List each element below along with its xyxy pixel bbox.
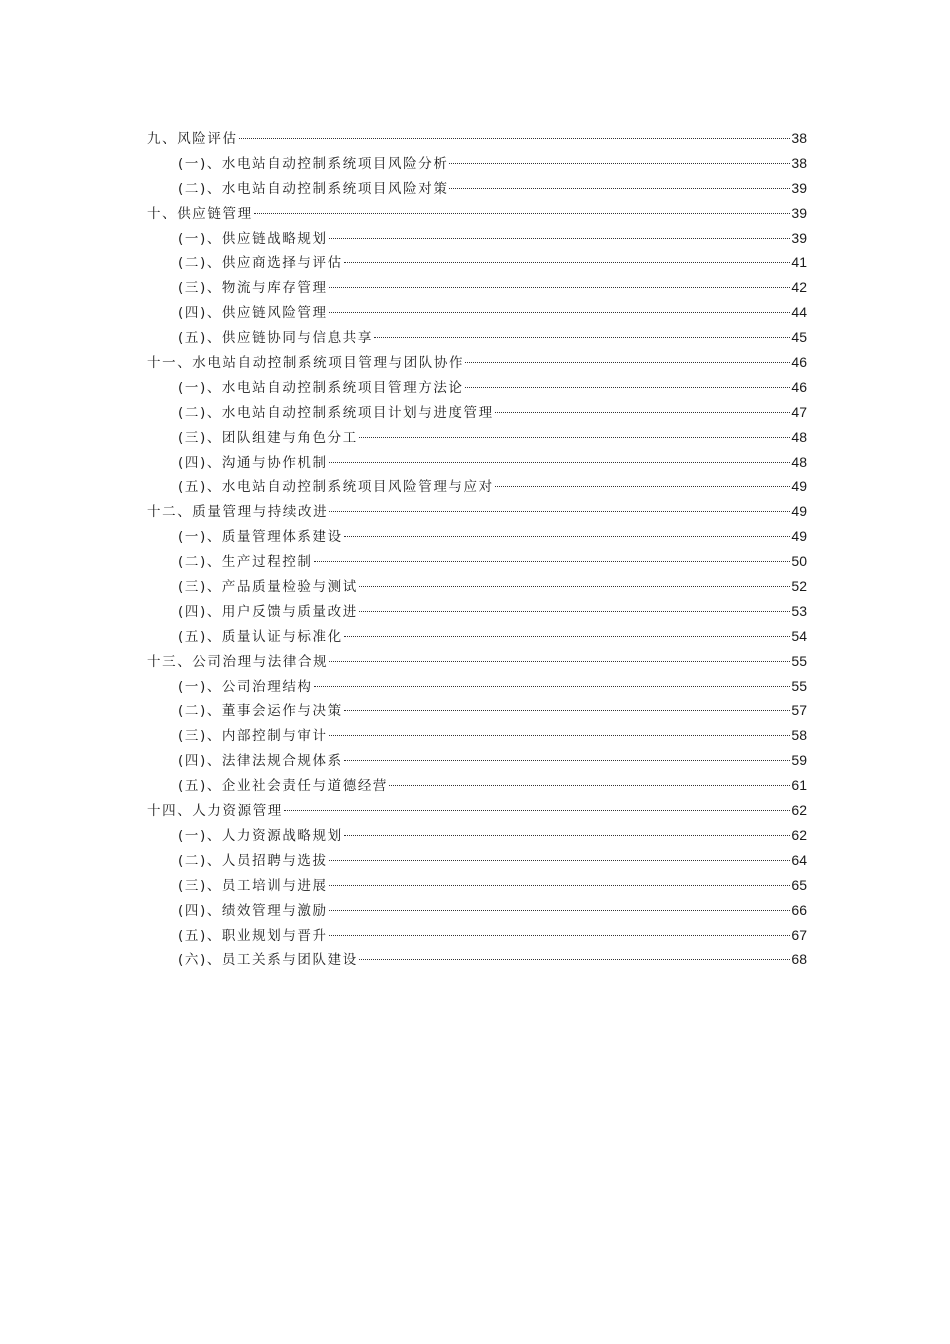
toc-entry-title: (一)、质量管理体系建设: [178, 529, 343, 546]
toc-section-entry[interactable]: [147, 400, 807, 425]
toc-chapter-entry[interactable]: [147, 649, 807, 674]
toc-entry-page-number: 47: [791, 403, 807, 420]
toc-entry-title: (二)、水电站自动控制系统项目计划与进度管理: [178, 404, 494, 421]
toc-section-entry[interactable]: [147, 474, 807, 499]
toc-entry-title: (一)、水电站自动控制系统项目管理方法论: [178, 379, 464, 396]
toc-dot-leader: [359, 437, 791, 438]
toc-section-entry[interactable]: [147, 873, 807, 898]
toc-section-entry[interactable]: [147, 848, 807, 873]
toc-list: [147, 126, 807, 972]
toc-entry-page-number: 55: [791, 652, 807, 669]
toc-dot-leader: [329, 860, 791, 861]
toc-entry-page-number: 65: [791, 876, 807, 893]
toc-entry-page-number: 64: [791, 851, 807, 868]
toc-section-entry[interactable]: [147, 823, 807, 848]
toc-entry-title: (一)、人力资源战略规划: [178, 827, 343, 844]
toc-dot-leader: [344, 835, 791, 836]
toc-entry-title: (四)、法律法规合规体系: [178, 753, 343, 770]
toc-entry-page-number: 39: [791, 204, 807, 221]
toc-entry-page-number: 59: [791, 752, 807, 769]
toc-dot-leader: [329, 511, 790, 512]
toc-dot-leader: [329, 287, 791, 288]
toc-entry-title: (五)、水电站自动控制系统项目风险管理与应对: [178, 479, 494, 496]
toc-entry-page-number: 52: [791, 578, 807, 595]
toc-section-entry[interactable]: [147, 723, 807, 748]
toc-entry-page-number: 46: [791, 354, 807, 371]
toc-chapter-entry[interactable]: [147, 201, 807, 226]
toc-entry-title: 十一、水电站自动控制系统项目管理与团队协作: [147, 355, 465, 372]
toc-entry-page-number: 49: [791, 478, 807, 495]
toc-chapter-entry[interactable]: [147, 350, 807, 375]
toc-entry-page-number: 49: [791, 528, 807, 545]
toc-entry-title: (四)、用户反馈与质量改进: [178, 603, 358, 620]
toc-entry-page-number: 54: [791, 627, 807, 644]
toc-dot-leader: [329, 661, 790, 662]
toc-chapter-entry[interactable]: [147, 126, 807, 151]
toc-dot-leader: [284, 810, 791, 811]
toc-entry-page-number: 67: [791, 926, 807, 943]
toc-entry-page-number: 55: [791, 677, 807, 694]
toc-section-entry[interactable]: [147, 524, 807, 549]
toc-entry-title: (二)、董事会运作与决策: [178, 703, 343, 720]
toc-entry-title: (五)、职业规划与晋升: [178, 927, 328, 944]
toc-entry-title: (三)、员工培训与进展: [178, 877, 328, 894]
toc-entry-page-number: 48: [791, 428, 807, 445]
toc-entry-page-number: 44: [791, 304, 807, 321]
toc-dot-leader: [449, 188, 790, 189]
toc-entry-page-number: 39: [791, 229, 807, 246]
toc-entry-title: 十、供应链管理: [147, 205, 253, 222]
toc-dot-leader: [329, 885, 791, 886]
toc-entry-title: (六)、员工关系与团队建设: [178, 952, 358, 969]
toc-dot-leader: [329, 312, 791, 313]
toc-section-entry[interactable]: [147, 549, 807, 574]
toc-dot-leader: [374, 337, 790, 338]
toc-dot-leader: [359, 959, 791, 960]
toc-dot-leader: [344, 536, 791, 537]
toc-section-entry[interactable]: [147, 698, 807, 723]
toc-chapter-entry[interactable]: [147, 798, 807, 823]
toc-entry-title: 十二、质量管理与持续改进: [147, 504, 329, 521]
toc-section-entry[interactable]: [147, 176, 807, 201]
toc-entry-title: 九、风险评估: [147, 131, 238, 147]
toc-section-entry[interactable]: [147, 574, 807, 599]
toc-entry-title: (四)、供应链风险管理: [178, 305, 328, 322]
toc-dot-leader: [359, 586, 791, 587]
toc-chapter-entry[interactable]: [147, 499, 807, 524]
toc-dot-leader: [329, 935, 791, 936]
toc-dot-leader: [254, 213, 791, 214]
toc-section-entry[interactable]: [147, 947, 807, 972]
toc-entry-title: (二)、生产过程控制: [178, 554, 313, 571]
toc-entry-page-number: 62: [791, 826, 807, 843]
toc-section-entry[interactable]: [147, 425, 807, 450]
toc-dot-leader: [314, 561, 791, 562]
toc-entry-page-number: 68: [791, 951, 807, 968]
toc-dot-leader: [465, 387, 791, 388]
toc-entry-title: 十四、人力资源管理: [147, 803, 283, 820]
toc-dot-leader: [329, 735, 791, 736]
toc-entry-page-number: 42: [791, 279, 807, 296]
toc-dot-leader: [389, 785, 790, 786]
toc-entry-title: (五)、供应链协同与信息共享: [178, 330, 373, 347]
toc-entry-title: (五)、企业社会责任与道德经营: [178, 778, 389, 795]
toc-entry-page-number: 61: [791, 777, 807, 794]
toc-entry-title: (四)、绩效管理与激励: [178, 902, 328, 919]
toc-dot-leader: [344, 760, 791, 761]
toc-entry-title: (二)、水电站自动控制系统项目风险对策: [178, 180, 449, 197]
toc-section-entry[interactable]: [147, 275, 807, 300]
toc-entry-page-number: 49: [791, 503, 807, 520]
toc-dot-leader: [495, 486, 791, 487]
toc-dot-leader: [465, 362, 790, 363]
toc-section-entry[interactable]: [147, 748, 807, 773]
toc-section-entry[interactable]: [147, 773, 807, 798]
toc-entry-page-number: 39: [791, 179, 807, 196]
table-of-contents: [147, 126, 807, 972]
toc-entry-title: (三)、团队组建与角色分工: [178, 429, 358, 446]
toc-entry-title: (二)、供应商选择与评估: [178, 255, 343, 272]
toc-entry-title: (二)、人员招聘与选拔: [178, 852, 328, 869]
toc-entry-page-number: 41: [791, 254, 807, 271]
toc-entry-title: (一)、水电站自动控制系统项目风险分析: [178, 155, 449, 172]
toc-dot-leader: [344, 710, 791, 711]
toc-dot-leader: [329, 238, 791, 239]
toc-entry-title: (三)、物流与库存管理: [178, 280, 328, 297]
toc-section-entry[interactable]: [147, 624, 807, 649]
toc-dot-leader: [359, 611, 791, 612]
toc-dot-leader: [329, 910, 791, 911]
toc-entry-title: (五)、质量认证与标准化: [178, 628, 343, 645]
toc-dot-leader: [239, 138, 791, 139]
toc-entry-page-number: 38: [791, 130, 807, 146]
toc-entry-page-number: 45: [791, 329, 807, 346]
toc-section-entry[interactable]: [147, 375, 807, 400]
toc-entry-page-number: 62: [791, 802, 807, 819]
toc-entry-page-number: 38: [791, 154, 807, 171]
toc-entry-page-number: 50: [791, 553, 807, 570]
toc-dot-leader: [329, 462, 791, 463]
toc-section-entry[interactable]: [147, 325, 807, 350]
toc-entry-title: 十三、公司治理与法律合规: [147, 653, 329, 670]
toc-entry-page-number: 46: [791, 378, 807, 395]
toc-entry-page-number: 53: [791, 602, 807, 619]
toc-dot-leader: [344, 262, 791, 263]
toc-section-entry[interactable]: [147, 250, 807, 275]
toc-section-entry[interactable]: [147, 898, 807, 923]
toc-entry-page-number: 48: [791, 453, 807, 470]
toc-dot-leader: [344, 636, 791, 637]
toc-section-entry[interactable]: [147, 450, 807, 475]
toc-entry-page-number: 57: [791, 702, 807, 719]
toc-dot-leader: [449, 163, 790, 164]
toc-entry-page-number: 66: [791, 901, 807, 918]
toc-section-entry[interactable]: [147, 674, 807, 699]
toc-section-entry[interactable]: [147, 226, 807, 251]
toc-entry-title: (一)、公司治理结构: [178, 678, 313, 695]
toc-section-entry[interactable]: [147, 300, 807, 325]
toc-dot-leader: [314, 686, 791, 687]
toc-entry-title: (三)、内部控制与审计: [178, 728, 328, 745]
toc-entry-title: (一)、供应链战略规划: [178, 230, 328, 247]
toc-entry-page-number: 58: [791, 727, 807, 744]
toc-section-entry[interactable]: [147, 923, 807, 948]
toc-entry-title: (三)、产品质量检验与测试: [178, 579, 358, 596]
toc-entry-title: (四)、沟通与协作机制: [178, 454, 328, 471]
toc-dot-leader: [495, 412, 791, 413]
toc-section-entry[interactable]: [147, 599, 807, 624]
toc-section-entry[interactable]: [147, 151, 807, 176]
